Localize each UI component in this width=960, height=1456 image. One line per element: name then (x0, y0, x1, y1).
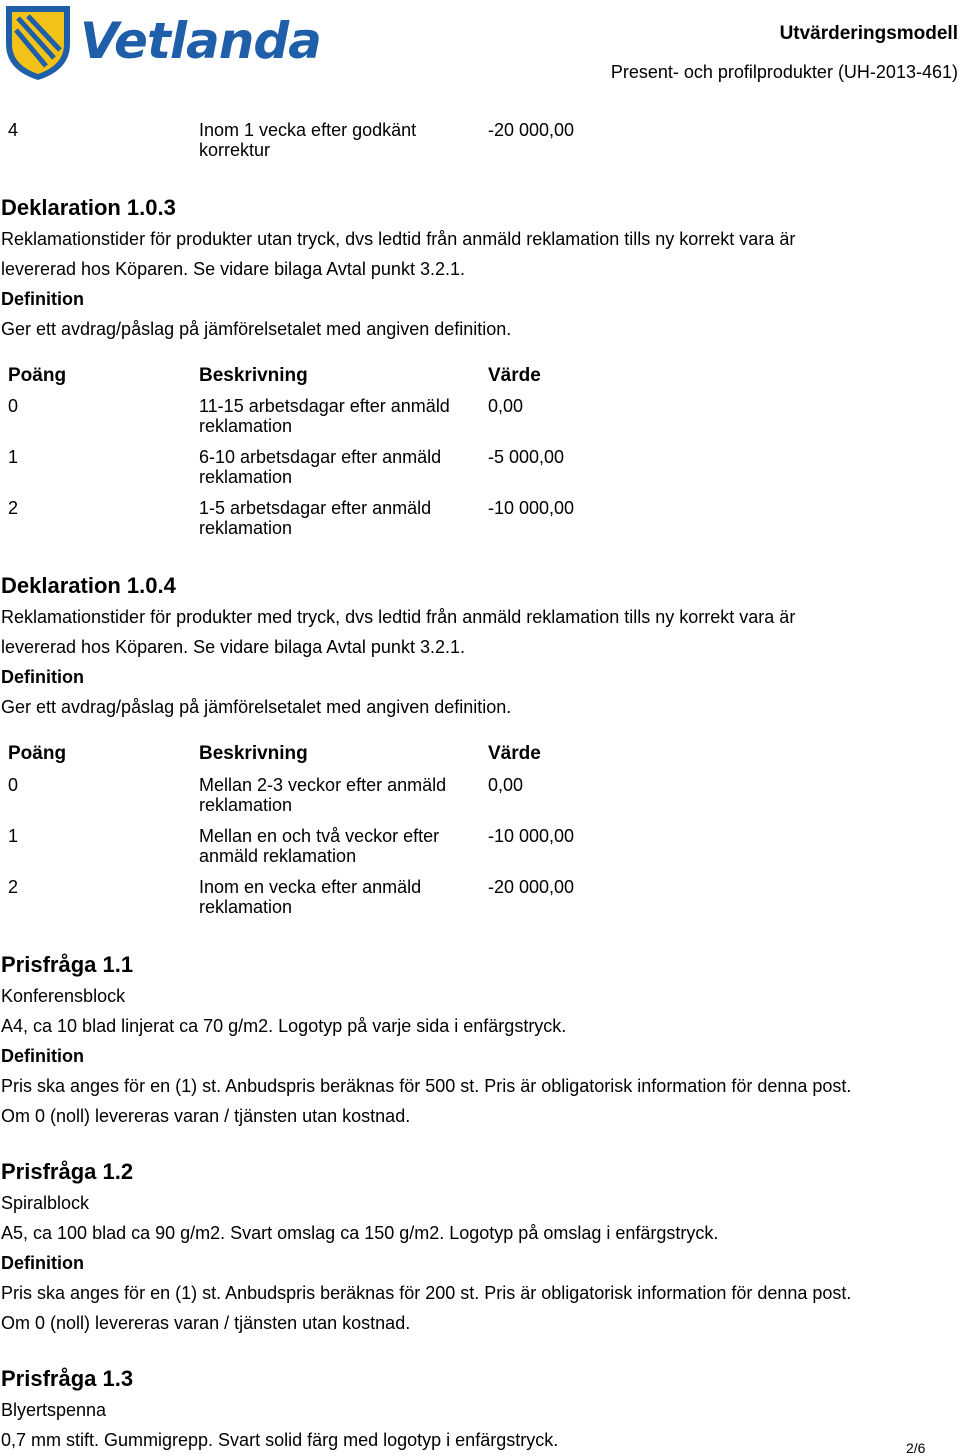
table-row-description: 6-10 arbetsdagar efter anmäld reklamation (199, 447, 442, 487)
table-row-description: 1-5 arbetsdagar efter anmäld reklamation (199, 498, 432, 538)
table-row-value: 0,00 (488, 775, 524, 795)
table-row-value: -20 000,00 (488, 877, 575, 897)
table-row-description: Mellan en och två veckor efter anmäld reklamation (199, 826, 440, 866)
section-title: Prisfråga 1.1 (1, 952, 134, 977)
column-header-description: Beskrivning (199, 365, 308, 386)
product-name: Blyertspenna (1, 1400, 107, 1420)
table-row-score: 4 (8, 120, 19, 140)
product-spec: A5, ca 100 blad ca 90 g/m2. Svart omslag ca 150 g/m2. Logotyp på omslag i enfärgstryck. (1, 1223, 719, 1243)
product-name: Konferensblock (1, 986, 126, 1006)
section-text-line: levererad hos Köparen. Se vidare bilaga Avtal punkt 3.2.1. (1, 259, 465, 279)
coat-of-arms-icon (4, 4, 74, 82)
table-row-score: 0 (8, 775, 19, 795)
table-row-description: Mellan 2-3 veckor efter anmäld reklamation (199, 775, 447, 815)
table-row-value: -5 000,00 (488, 447, 565, 467)
definition-text: Om 0 (noll) levereras varan / tjänsten utan kostnad. (1, 1106, 411, 1126)
table-row-score: 2 (8, 498, 19, 518)
definition-label: Definition (1, 667, 84, 687)
section-title: Deklaration 1.0.4 (1, 573, 176, 598)
document-title: Utvärderingsmodell (779, 23, 958, 44)
table-row-score: 1 (8, 826, 19, 846)
section-text-line: Reklamationstider för produkter med tryck, dvs ledtid från anmäld reklamation tills ny korrekt vara är (1, 607, 796, 627)
definition-text: Pris ska anges för en (1) st. Anbudspris beräknas för 500 st. Pris är obligatorisk information för denna post. (1, 1076, 852, 1096)
document-subtitle: Present- och profilprodukter (UH-2013-461) (610, 62, 958, 82)
logo-wordmark: Vetlanda (80, 12, 321, 70)
table-row-score: 2 (8, 877, 19, 897)
definition-text: Om 0 (noll) levereras varan / tjänsten utan kostnad. (1, 1313, 411, 1333)
definition-text: Ger ett avdrag/påslag på jämförelsetalet med angiven definition. (1, 697, 512, 717)
table-row-score: 0 (8, 396, 19, 416)
table-row-value: 0,00 (488, 396, 524, 416)
section-text-line: levererad hos Köparen. Se vidare bilaga Avtal punkt 3.2.1. (1, 637, 465, 657)
product-spec: 0,7 mm stift. Gummigrepp. Svart solid färg med logotyp i enfärgstryck. (1, 1430, 559, 1450)
table-row-value: -20 000,00 (488, 120, 575, 140)
page-number: 2/6 (906, 1440, 926, 1456)
column-header-description: Beskrivning (199, 743, 308, 764)
column-header-score: Poäng (8, 743, 67, 764)
definition-text: Ger ett avdrag/påslag på jämförelsetalet med angiven definition. (1, 319, 512, 339)
column-header-score: Poäng (8, 365, 67, 386)
column-header-value: Värde (488, 365, 541, 386)
vetlanda-logo (4, 4, 321, 82)
product-spec: A4, ca 10 blad linjerat ca 70 g/m2. Logotyp på varje sida i enfärgstryck. (1, 1016, 567, 1036)
column-header-value: Värde (488, 743, 541, 764)
table-row-description: Inom en vecka efter anmäld reklamation (199, 877, 422, 917)
definition-label: Definition (1, 1253, 84, 1273)
definition-label: Definition (1, 289, 84, 309)
table-row-description: 11-15 arbetsdagar efter anmäld reklamation (199, 396, 450, 436)
section-text-line: Reklamationstider för produkter utan tryck, dvs ledtid från anmäld reklamation tills ny korrekt vara är (1, 229, 796, 249)
product-name: Spiralblock (1, 1193, 90, 1213)
section-title: Prisfråga 1.2 (1, 1159, 134, 1184)
table-row-score: 1 (8, 447, 19, 467)
section-title: Deklaration 1.0.3 (1, 195, 176, 220)
table-row-value: -10 000,00 (488, 826, 575, 846)
table-row-description: Inom 1 vecka efter godkänt korrektur (199, 120, 417, 160)
section-title: Prisfråga 1.3 (1, 1366, 134, 1391)
definition-label: Definition (1, 1046, 84, 1066)
table-row-value: -10 000,00 (488, 498, 575, 518)
definition-text: Pris ska anges för en (1) st. Anbudspris beräknas för 200 st. Pris är obligatorisk information för denna post. (1, 1283, 852, 1303)
